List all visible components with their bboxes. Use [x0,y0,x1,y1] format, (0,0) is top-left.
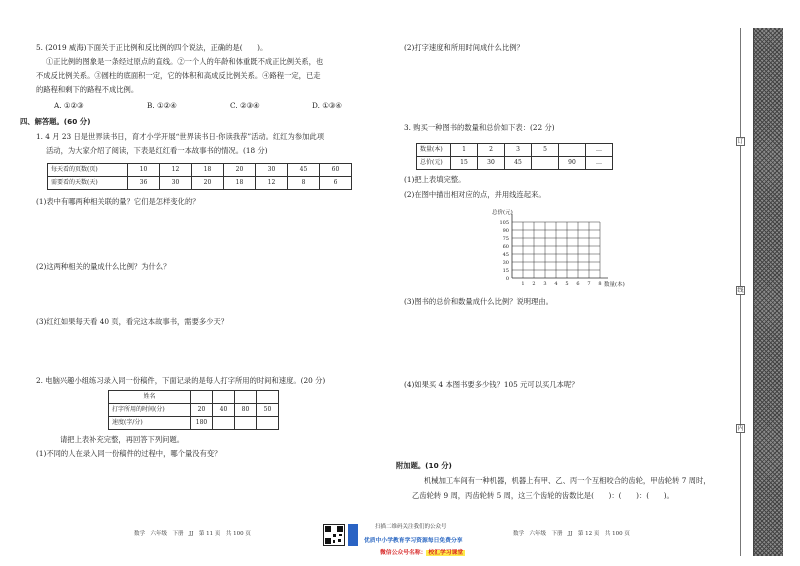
table-cell [257,417,279,430]
table-cell: 20 [192,177,224,190]
q1-sub2: (2)这两种相关的量成什么比例？为什么？ [36,262,171,271]
q3-line1: 3. 购买一种图书的数量和总价如下表：(22 分) [404,123,555,132]
table-cell [191,391,213,404]
promo-line3 [380,550,465,557]
table-cell: 45 [505,157,532,170]
binding-margin-pattern [753,28,783,556]
table-cell [532,157,559,170]
binding-mark-xian: 线 [737,287,744,294]
plot-grid [470,206,650,290]
right-page-footer: 数学 六年级 下册 JJ 第 12 页 共 100 页 [513,531,630,537]
promo-line1: 扫描二维码关注我们的公众号 [375,524,447,530]
promo-account-name: 校汇学习课堂 [428,550,464,556]
y-tick-label: 30 [502,260,509,266]
q5-line1: ①正比例的图象是一条经过原点的直线。②一个人的年龄和体重既不成正比例关系，也 [46,57,324,66]
table-cell: 12 [160,164,192,177]
table-row [417,157,613,170]
q5-line3: 的路程和剩下的路程不成比例。 [36,85,139,94]
table-cell: 打字所用的时间(分) [109,404,191,417]
x-tick-label: 1 [521,281,525,287]
q5-option-b: B. ①②④ [147,101,177,110]
x-tick-labels [521,281,601,287]
table-cell: 30 [160,177,192,190]
binding-mark-nei: 内 [737,425,744,432]
y-tick-label: 75 [502,236,509,242]
table-cell: 80 [235,404,257,417]
q3-sub1: (1)把上表填完整。 [404,175,466,184]
q5-option-c: C. ②③④ [230,101,260,110]
grid-lines [512,222,600,278]
table-cell [257,391,279,404]
y-tick-label: 105 [499,220,509,226]
promo-line2: 优质中小学教育学习资源每日免费分享 [364,538,463,544]
table-cell: 10 [128,164,160,177]
table-cell: 30 [256,164,288,177]
table-cell: 15 [451,157,478,170]
q1-sub3: (3)红红如果每天看 40 页，看完这本故事书，需要多少天？ [36,317,229,326]
table-row [48,164,352,177]
table-cell: 速度(字/分) [109,417,191,430]
table-cell: 总价(元) [417,157,451,170]
table-row [109,404,279,417]
x-tick-label: 7 [587,281,591,287]
y-tick-label: 60 [502,244,509,250]
table-row [109,391,279,404]
y-tick-label: 15 [502,268,509,274]
table-cell: 6 [320,177,352,190]
table-cell: 20 [191,404,213,417]
q5-stem: 5. (2019 威海)下面关于正比例和反比例的四个说法，正确的是( )。 [36,43,268,52]
left-page-footer: 数学 六年级 下册 JJ 第 11 页 共 100 页 [134,531,251,537]
y-axis-label: 总价(元) [492,210,513,216]
binding-mark-ding: 订 [737,138,744,145]
q3-sub2: (2)在图中描出相对应的点，并用线连起来。 [404,190,546,199]
table-row [417,144,613,157]
x-tick-label: 8 [598,281,602,287]
q1-line2: 活动，为大家介绍了阅读，下表是红红看一本故事书的情况。(18 分) [46,146,268,155]
table-cell: 5 [532,144,559,157]
q3-sub3: (3)图书的总价和数量成什么比例？说明理由。 [404,297,553,306]
q2-table [108,390,279,430]
table-cell: 45 [288,164,320,177]
table-cell [559,144,586,157]
x-tick-label: 5 [565,281,569,287]
x-axis-label: 数量(本) [604,282,625,288]
table-cell: 每天看的页数(页) [48,164,128,177]
table-cell: … [586,144,613,157]
table-row [109,417,279,430]
phone-logo-icon [348,524,358,546]
bonus-line2: 乙齿轮转 9 周，丙齿轮转 5 周，这三个齿轮的齿数比是( )：( )：( )。 [412,491,674,500]
table-cell: 60 [320,164,352,177]
q3-table [416,143,613,170]
table-cell: 18 [192,164,224,177]
table-cell: 30 [478,157,505,170]
table-cell: 姓名 [109,391,191,404]
table-cell: 180 [191,417,213,430]
x-tick-label: 3 [543,281,547,287]
table-cell: 50 [257,404,279,417]
table-cell: 90 [559,157,586,170]
table-row [48,177,352,190]
qr-code-frame [323,524,345,546]
y-tick-labels [499,220,509,282]
q1-line1: 1. 4 月 23 日是世界读书日，育才小学开展“世界读书日·你读我荐”活动。红红为参加此项 [36,132,325,141]
table-cell: 20 [224,164,256,177]
table-cell: 3 [505,144,532,157]
q5-option-a: A. ①②③ [54,101,84,110]
table-cell: 12 [256,177,288,190]
table-cell [213,417,235,430]
table-cell [235,417,257,430]
table-cell: 数量(本) [417,144,451,157]
table-cell [213,391,235,404]
bonus-line1: 机械加工车间有一种机器，机器上有甲、乙、丙一个互相咬合的齿轮，甲齿轮转 7 周时， [424,476,711,485]
y-tick-label: 45 [502,252,509,258]
q5-option-d: D. ①③④ [312,101,342,110]
section-4-heading: 四、解答题。(60 分) [20,117,91,126]
table-cell: 2 [478,144,505,157]
table-cell: … [586,157,613,170]
table-cell [235,391,257,404]
table-cell: 需要看的天数(天) [48,177,128,190]
q5-line2: 不成反比例关系。③圆柱的底面积一定，它的体积和高成反比例关系。④路程一定，已走 [36,71,321,80]
table-cell: 18 [224,177,256,190]
q2-sub2: (2)打字速度和所用时间成什么比例？ [404,43,524,52]
x-tick-label: 4 [554,281,558,287]
q3-sub4: (4)如果买 4 本图书要多少钱？105 元可以买几本呢？ [404,380,579,389]
q2-note: 请把上表补充完整，再回答下列问题。 [60,435,185,444]
q2-sub1: (1)不同的人在录入同一份稿件的过程中，哪个量没有变？ [36,449,222,458]
bonus-heading: 附加题。(10 分) [396,461,452,470]
y-tick-label: 0 [505,276,509,282]
table-cell: 36 [128,177,160,190]
table-cell: 40 [213,404,235,417]
promo-account-label: 微信公众号名称： [380,550,427,556]
table-cell: 1 [451,144,478,157]
q2-line1: 2. 电脑兴趣小组练习录入同一份稿件，下面记录的是每人打字所用的时间和速度。(20 分) [36,376,326,385]
x-tick-label: 6 [576,281,580,287]
q1-table [47,163,352,190]
table-cell: 8 [288,177,320,190]
y-tick-label: 90 [502,228,509,234]
q1-sub1: (1)表中有哪两种相关联的量？它们是怎样变化的？ [36,197,200,206]
x-tick-label: 2 [532,281,536,287]
